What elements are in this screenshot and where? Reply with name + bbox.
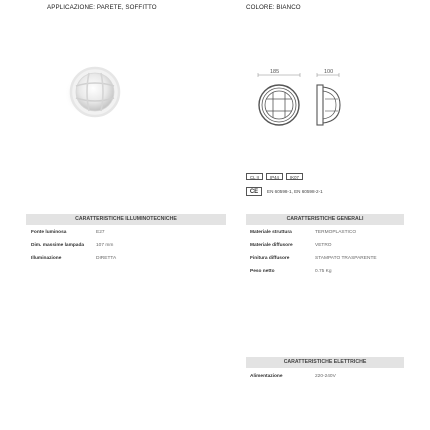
row-value: DIRETTA (96, 256, 117, 261)
row-label: Materiale struttura (250, 230, 292, 235)
row-label: Peso netto (250, 269, 275, 274)
row-value: 107 mm (96, 243, 114, 248)
ce-mark: CE (246, 187, 262, 196)
row-value: VETRO (315, 243, 332, 248)
badge-class: CL II (246, 173, 263, 180)
row-label: Finitura diffusore (250, 256, 290, 261)
badge-ik: IK07 (286, 173, 303, 180)
general-row (250, 243, 400, 249)
row-value: 220-240V (315, 374, 336, 379)
general-row (250, 256, 400, 262)
lighting-row (31, 230, 221, 236)
lighting-section-header: CARATTERISTICHE ILLUMINOTECNICHE (26, 214, 226, 225)
application-label: APPLICAZIONE: PARETE, SOFFITTO (47, 4, 157, 11)
standards-text: EN 60598-1, EN 60598-2-1 (267, 189, 323, 194)
row-label: Illuminazione (31, 256, 62, 261)
row-label: Alimentazione (250, 374, 283, 379)
color-label: COLORE: BIANCO (246, 4, 301, 11)
badge-ip: IP44 (266, 173, 283, 180)
lighting-row (31, 256, 221, 262)
lighting-row (31, 243, 221, 249)
electrical-row (250, 374, 400, 380)
row-value: E27 (96, 230, 105, 235)
row-value: 0.75 Kg (315, 269, 332, 274)
electrical-section-header: CARATTERISTICHE ELETTRICHE (246, 357, 404, 368)
general-section-header: CARATTERISTICHE GENERALI (246, 214, 404, 225)
general-row (250, 230, 400, 236)
dimension-diameter: 185 (270, 69, 280, 75)
row-label: Dim. massime lampada (31, 243, 85, 248)
product-photo (55, 60, 127, 124)
row-label: Fonte luminosa (31, 230, 67, 235)
dimension-depth: 100 (324, 69, 334, 75)
row-value: STAMPATO TRASPARENTE (315, 256, 377, 261)
general-row (250, 269, 400, 275)
row-label: Materiale diffusore (250, 243, 293, 248)
row-value: TERMOPLASTICO (315, 230, 357, 235)
